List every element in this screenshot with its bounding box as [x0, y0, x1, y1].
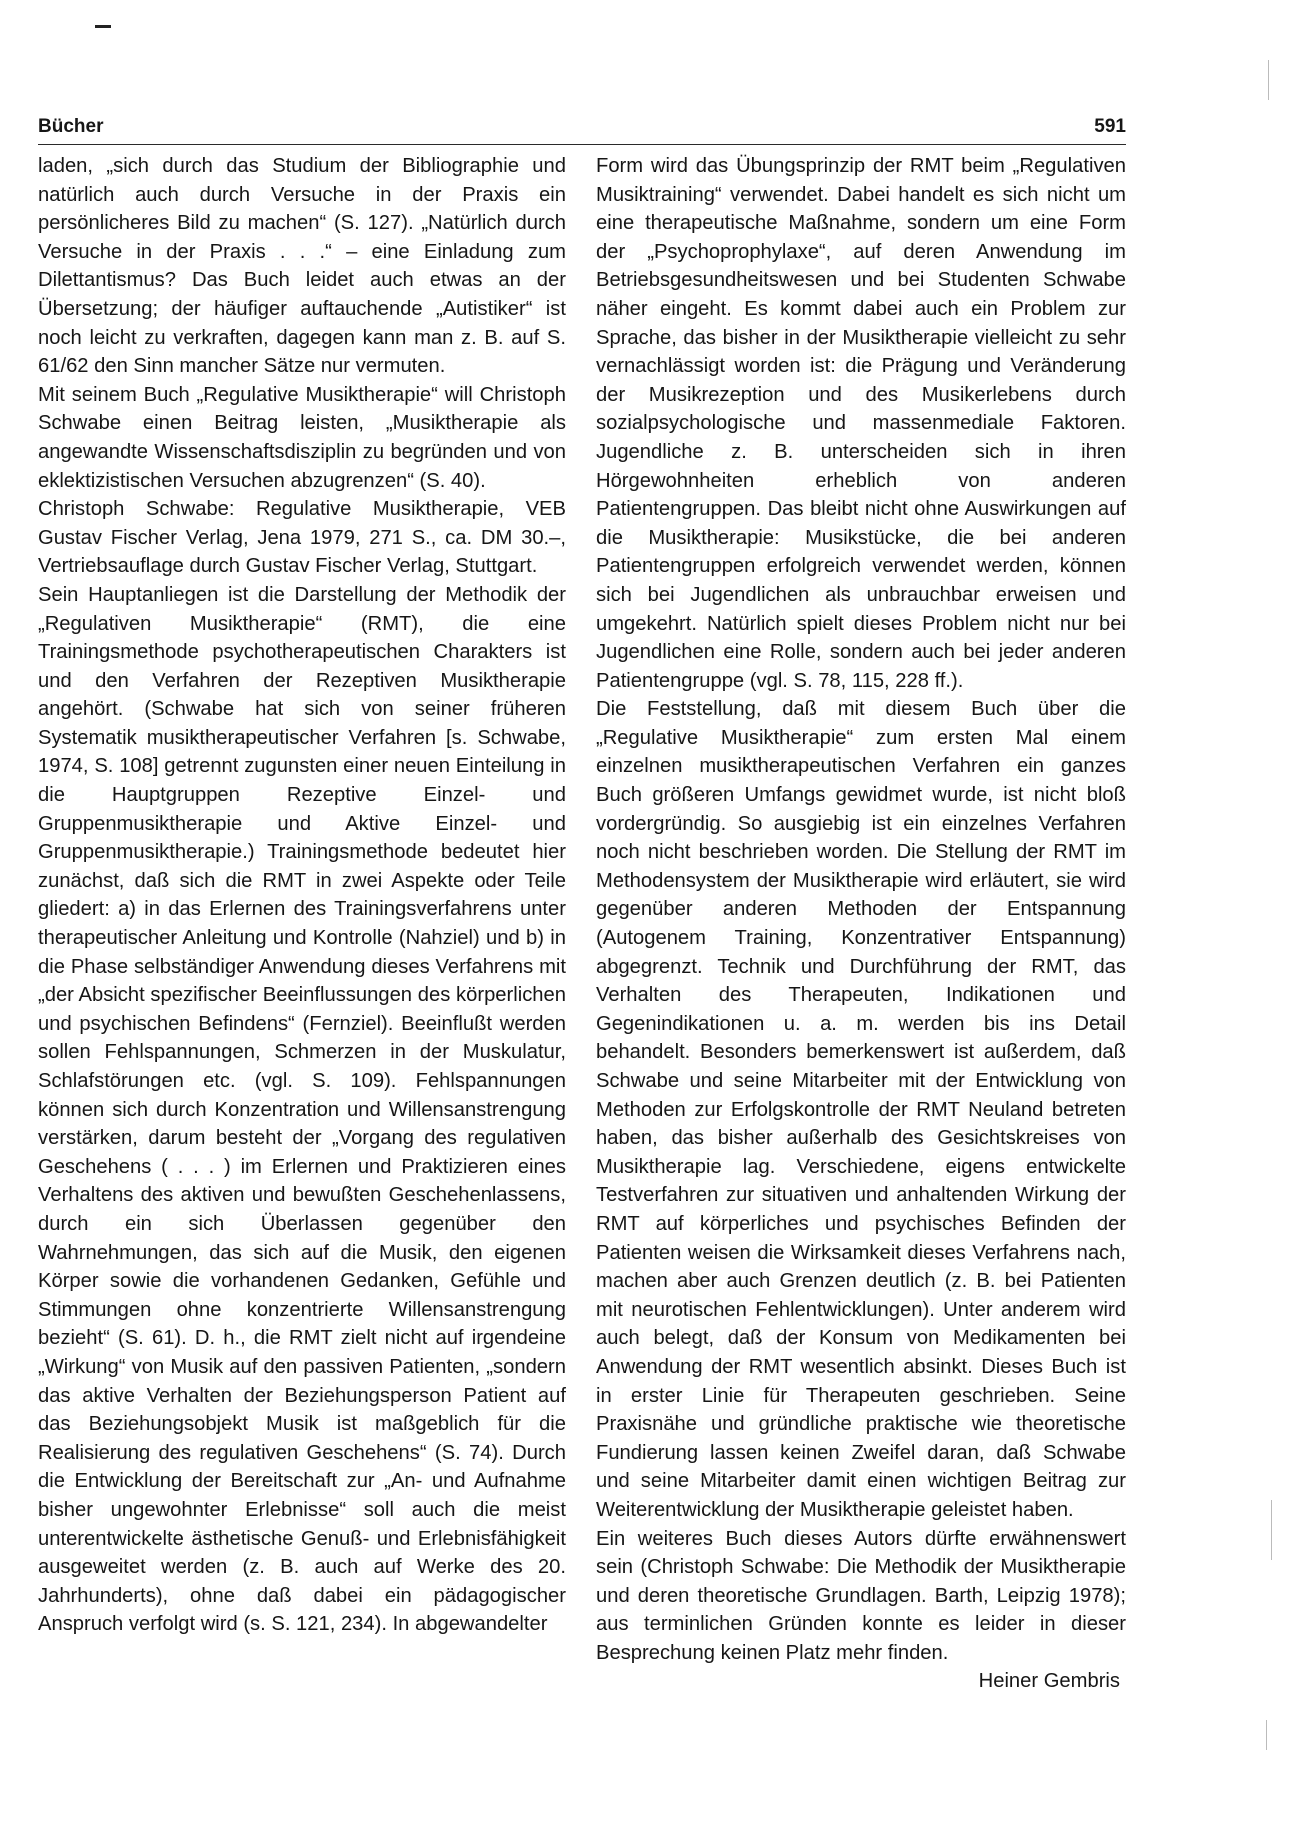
- author-signature: Heiner Gembris: [978, 1670, 1120, 1693]
- paragraph: Sein Hauptanliegen ist die Darstellung der Methodik der „Regulativen Musiktherapie“ (RMT), die eine Trainingsmethode psychotherapeutischen Charakters ist und den Verfahren der Rezeptiven Musiktherapie angehört. (Schwabe hat sich von seiner früheren Systematik musiktherapeutischer Verfahren [s. Schwabe, 1974, S. 108] getrennt zugunsten einer neuen Einteilung in die Hauptgruppen Rezeptive Einzel- und Gruppenmusiktherapie und Aktive Einzel- und Gruppenmusiktherapie.) Trainingsmethode bedeutet hier zunächst, daß sich die RMT in zwei Aspekte oder Teile gliedert: a) in das Erlernen des Trainingsverfahrens unter therapeutischer Anleitung und Kontrolle (Nahziel) und b) in die Phase selbständiger Anwendung dieses Verfahrens mit „der Absicht spezifischer Beeinflussungen des körperlichen und psychischen Befindens“ (Fernziel). Beeinflußt werden sollen Fehlspannungen, Schmerzen in der Muskulatur, Schlafstörungen etc. (vgl. S. 109). Fehlspannungen können sich durch Konzentration und Willensanstrengung verstärken, darum besteht der „Vorgang des regulativen Geschehens ( . . . ) im Erlernen und Praktizieren eines Verhaltens des aktiven und bewußten Geschehenlassens, durch ein sich Überlassen gegenüber den Wahrnehmungen, das sich auf die Musik, den eigenen Körper sowie die vorhandenen Gedanken, Gefühle und Stimmungen ohne konzentrierte Willensanstrengung bezieht“ (S. 61). D. h., die RMT zielt nicht auf irgendeine „Wirkung“ von Musik auf den passiven Patienten, „sondern das aktive Verhalten der Beziehungsperson Patient auf das Beziehungsobjekt Musik ist maßgeblich für die Realisierung des regulativen Geschehens“ (S. 74). Durch die Entwicklung der Bereitschaft zur „An- und Aufnahme bisher ungewohnter Erlebnisse“ soll auch die meist unterentwickelte ästhetische Genuß- und Erlebnisfähigkeit ausgeweitet werden (z. B. auch auf Werke des 20. Jahrhunderts), ohne daß dabei ein pädagogischer Anspruch verfolgt wird (s. S. 121, 234). In abgewandelter: [38, 583, 566, 1636]
- page-number: 591: [1094, 116, 1126, 137]
- running-header: [38, 114, 1126, 145]
- section-title: Bücher: [38, 116, 104, 137]
- paragraph: Mit seinem Buch „Regulative Musiktherapie“ will Christoph Schwabe einen Beitrag leisten, „Musiktherapie als angewandte Wissenschaftsdisziplin zu begründen und von eklektizistischen Versuchen abzugrenzen“ (S. 40).: [38, 383, 566, 492]
- scan-artifact: [1266, 1720, 1267, 1750]
- right-column: [596, 152, 1126, 1696]
- margin-mark: [95, 25, 111, 28]
- paragraph: laden, „sich durch das Studium der Bibliographie und natürlich auch durch Versuche in der Praxis ein persönlicheres Bild zu machen“ (S. 127). „Natürlich durch Versuche in der Praxis . . .“ – eine Einladung zum Dilettantismus? Das Buch leidet auch etwas an der Übersetzung; der häufiger auftauchende „Autistiker“ ist noch leicht zu verkraften, dagegen kann man z. B. auf S. 61/62 den Sinn mancher Sätze nur vermuten.: [38, 155, 566, 378]
- scan-artifact: [1271, 1500, 1272, 1560]
- left-column: [38, 152, 566, 1639]
- book-citation: Christoph Schwabe: Regulative Musiktherapie, VEB Gustav Fischer Verlag, Jena 1979, 271 S., ca. DM 30.–, Vertriebsauflage durch Gustav Fischer Verlag, Stuttgart.: [38, 498, 566, 578]
- paragraph: Form wird das Übungsprinzip der RMT beim „Regulativen Musiktraining“ verwendet. Dabei handelt es sich nicht um eine therapeutische Maßnahme, sondern um eine Form der „Psychoprophylaxe“, auf deren Anwendung im Betriebsgesundheitswesen und bei Studenten Schwabe näher eingeht. Es kommt dabei auch ein Problem zur Sprache, das bisher in der Musiktherapie vielleicht zu sehr vernachlässigt worden ist: die Prägung und Veränderung der Musikrezeption und des Musikerlebens durch sozialpsychologische und massenmediale Faktoren. Jugendliche z. B. unterscheiden sich in ihren Hörgewohnheiten erheblich von anderen Patientengruppen. Das bleibt nicht ohne Auswirkungen auf die Musiktherapie: Musikstücke, die bei anderen Patientengruppen erfolgreich verwendet werden, können sich bei Jugendlichen als unbrauchbar erweisen und umgekehrt. Natürlich spielt dieses Problem nicht nur bei Jugendlichen eine Rolle, sondern auch bei jeder anderen Patientengruppe (vgl. S. 78, 115, 228 ff.).: [596, 155, 1126, 692]
- paragraph: Ein weiteres Buch dieses Autors dürfte erwähnenswert sein (Christoph Schwabe: Die Methodik der Musiktherapie und deren theoretische Grundlagen. Barth, Leipzig 1978); aus terminlichen Gründen konnte es leider in dieser Besprechung keinen Platz mehr finden.: [596, 1527, 1126, 1664]
- paragraph: Die Feststellung, daß mit diesem Buch über die „Regulative Musiktherapie“ zum ersten Mal einem einzelnen musiktherapeutischen Verfahren ein ganzes Buch größeren Umfangs gewidmet wurde, ist nicht bloß vordergründig. So ausgiebig ist ein einzelnes Verfahren noch nicht beschrieben worden. Die Stellung der RMT im Methodensystem der Musiktherapie wird erläutert, sie wird gegenüber anderen Methoden der Entspannung (Autogenem Training, Konzentrativer Entspannung) abgegrenzt. Technik und Durchführung der RMT, das Verhalten des Therapeuten, Indikationen und Gegenindikationen u. a. m. werden bis ins Detail behandelt. Besonders bemerkenswert ist außerdem, daß Schwabe und seine Mitarbeiter mit der Entwicklung von Methoden zur Erfolgskontrolle der RMT Neuland betreten haben, das bisher außerhalb des Gesichtskreises von Musiktherapie lag. Verschiedene, eigens entwickelte Testverfahren zur situativen und anhaltenden Wirkung der RMT auf körperliches und psychisches Befinden der Patienten weisen die Wirksamkeit dieses Verfahrens nach, machen aber auch Grenzen deutlich (z. B. bei Patienten mit neurotischen Fehlentwicklungen). Unter anderem wird auch belegt, daß der Konsum von Medikamenten bei Anwendung der RMT wesentlich absinkt. Dieses Buch ist in erster Linie für Therapeuten geschrieben. Seine Praxisnähe und gründliche praktische wie theoretische Fundierung lassen keinen Zweifel daran, daß Schwabe und seine Mitarbeiter damit einen wichtigen Beitrag zur Weiterentwicklung der Musiktherapie geleistet haben.: [596, 698, 1126, 1521]
- scan-artifact: [1268, 60, 1269, 100]
